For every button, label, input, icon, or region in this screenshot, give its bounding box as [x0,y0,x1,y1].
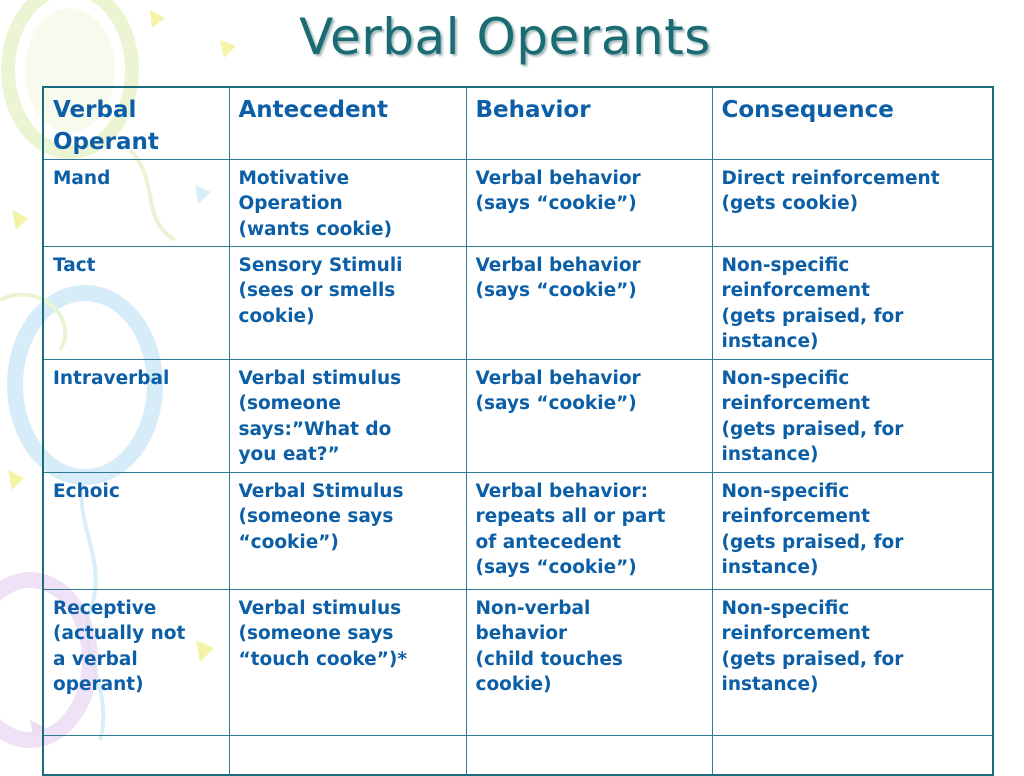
cell-antecedent: Verbal stimulus (someone says “touch cooke”)* [229,589,466,735]
cell-behavior: Non-verbal behavior (child touches cookie) [466,589,712,735]
cell-operant: Intraverbal [43,359,229,472]
cell-antecedent: Sensory Stimuli (sees or smells cookie) [229,246,466,359]
cell-consequence: Direct reinforcement (gets cookie) [712,159,993,246]
table-row [43,359,993,472]
table-row [43,472,993,589]
cell-antecedent: Verbal stimulus (someone says:”What do you eat?” [229,359,466,472]
cell-operant: Receptive (actually not a verbal operant) [43,589,229,735]
table-row [43,159,993,246]
cell-behavior: Verbal behavior (says “cookie”) [466,246,712,359]
cell-antecedent: Verbal Stimulus (someone says “cookie”) [229,472,466,589]
cell-antecedent: Motivative Operation (wants cookie) [229,159,466,246]
header-behavior: Behavior [466,87,712,159]
slide-title: Verbal Operants [299,8,711,66]
cell-consequence: Non-specific reinforcement (gets praised, for instance) [712,359,993,472]
cell-operant: Tact [43,246,229,359]
table-row [43,589,993,735]
cell-behavior: Verbal behavior (says “cookie”) [466,359,712,472]
cell-consequence: Non-specific reinforcement (gets praised, for instance) [712,589,993,735]
verbal-operants-table [42,86,994,776]
cell-consequence: Non-specific reinforcement (gets praised, for instance) [712,246,993,359]
cell-consequence [712,735,993,775]
cell-operant: Mand [43,159,229,246]
cell-behavior: Verbal behavior (says “cookie”) [466,159,712,246]
header-verbal-operant: Verbal Operant [43,87,229,159]
header-antecedent: Antecedent [229,87,466,159]
table-row [43,735,993,775]
table-row [43,246,993,359]
cell-consequence: Non-specific reinforcement (gets praised, for instance) [712,472,993,589]
cell-antecedent [229,735,466,775]
cell-operant [43,735,229,775]
cell-behavior [466,735,712,775]
table-header-row [43,87,993,159]
cell-operant: Echoic [43,472,229,589]
header-consequence: Consequence [712,87,993,159]
cell-behavior: Verbal behavior: repeats all or part of antecedent (says “cookie”) [466,472,712,589]
